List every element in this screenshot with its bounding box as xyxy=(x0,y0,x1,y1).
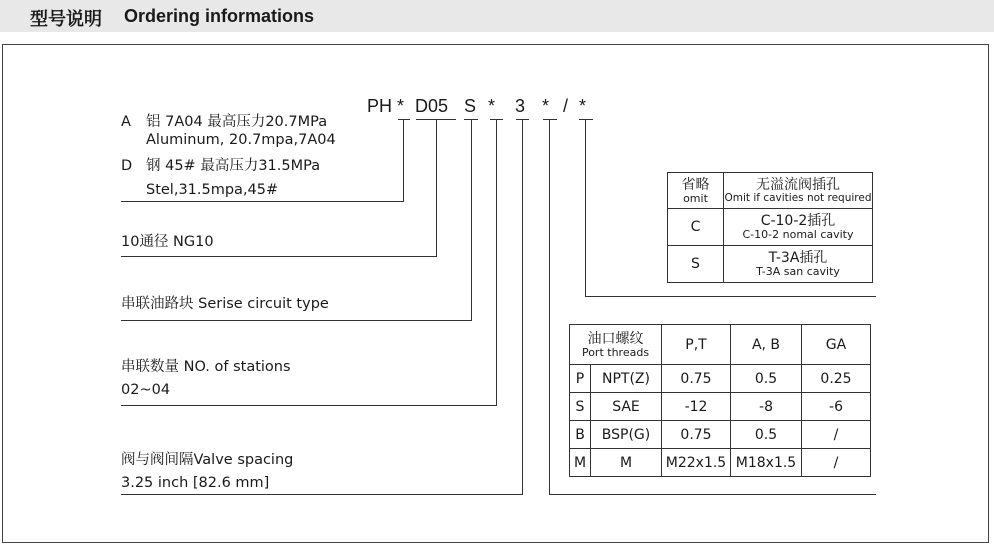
leader-underline-port xyxy=(543,119,557,120)
code-three: 3 xyxy=(515,96,526,116)
code-prefix: PH xyxy=(367,96,393,116)
port-header-cn: 油口螺纹 xyxy=(587,330,644,347)
table-row xyxy=(668,209,873,246)
code-star-port: * xyxy=(579,96,587,116)
leader-vertical-spacing xyxy=(522,119,523,495)
leader-horizontal-cavity xyxy=(585,296,876,297)
material-d-letter: D xyxy=(121,158,133,174)
leader-horizontal-spacing xyxy=(121,494,523,495)
material-d-cn: 钢 45# 最高压力31.5MPa xyxy=(146,158,321,174)
material-d-en: Stel,31.5mpa,45# xyxy=(146,182,279,198)
cavity-header-omit xyxy=(668,173,724,209)
leader-vertical-cavity xyxy=(585,119,586,297)
port-value-ab: M18x1.5 xyxy=(731,449,802,477)
table-row xyxy=(570,365,871,393)
port-value-ga: / xyxy=(802,449,871,477)
leader-vertical-material xyxy=(403,119,404,201)
leader-horizontal-type xyxy=(121,320,472,321)
leader-horizontal-size xyxy=(121,256,437,257)
port-code: M xyxy=(570,449,591,477)
leader-underline-material xyxy=(398,119,410,120)
port-thread-table xyxy=(569,324,871,477)
material-a-en: Aluminum, 20.7mpa,7A04 xyxy=(146,132,336,148)
spacing-label: 阀与阀间隔Valve spacing xyxy=(121,452,294,468)
port-name: M xyxy=(591,449,662,477)
port-table-header xyxy=(570,325,871,365)
table-row xyxy=(668,246,873,283)
cavity-header-omit-cn: 省略 xyxy=(681,176,710,193)
cavity-desc-cn: T-3A插孔 xyxy=(768,250,828,266)
port-code: B xyxy=(570,421,591,449)
code-slash: / xyxy=(563,96,569,116)
cavity-desc xyxy=(724,246,873,283)
port-column-ga: GA xyxy=(802,325,871,365)
port-header-en: Port threads xyxy=(581,345,650,359)
port-value-pt: M22x1.5 xyxy=(662,449,731,477)
section-header xyxy=(0,0,994,32)
port-value-ab: 0.5 xyxy=(731,421,802,449)
port-value-ga: / xyxy=(802,421,871,449)
material-a-letter: A xyxy=(121,114,131,130)
cavity-header-desc xyxy=(724,173,873,209)
cavity-header-omit-en: omit xyxy=(683,191,708,205)
cavity-table xyxy=(667,172,873,283)
port-value-ga: 0.25 xyxy=(802,365,871,393)
cavity-table-header xyxy=(668,173,873,209)
size-option: 10通径 NG10 xyxy=(121,234,214,250)
code-star-stations: * xyxy=(488,96,496,116)
material-a-cn: 铝 7A04 最高压力20.7MPa xyxy=(146,114,328,130)
leader-horizontal-stations xyxy=(121,405,497,406)
cavity-code: C xyxy=(668,209,724,246)
cavity-code: S xyxy=(668,246,724,283)
port-name: BSP(G) xyxy=(591,421,662,449)
code-d05: D05 xyxy=(415,96,449,116)
port-value-ga: -6 xyxy=(802,393,871,421)
cavity-desc-en: T-3A san cavity xyxy=(756,265,840,278)
stations-range: 02~04 xyxy=(121,382,171,398)
table-row xyxy=(570,393,871,421)
port-column-ab: A, B xyxy=(731,325,802,365)
port-header-threads xyxy=(570,325,662,365)
port-code: P xyxy=(570,365,591,393)
header-title-en: Ordering informations xyxy=(124,6,315,26)
stations-label: 串联数量 NO. of stations xyxy=(121,359,291,375)
leader-vertical-port xyxy=(549,119,550,495)
cavity-header-desc-en: Omit if cavities not required xyxy=(724,192,872,204)
port-value-pt: 0.75 xyxy=(662,365,731,393)
type-option: 串联油路块 Serise circuit type xyxy=(121,296,329,312)
leader-horizontal-material xyxy=(121,201,404,202)
port-column-pt: P,T xyxy=(662,325,731,365)
leader-underline-cavity xyxy=(579,119,593,120)
port-value-pt: -12 xyxy=(662,393,731,421)
port-code: S xyxy=(570,393,591,421)
leader-horizontal-port xyxy=(549,494,876,495)
port-value-ab: -8 xyxy=(731,393,802,421)
leader-vertical-type xyxy=(471,119,472,321)
port-name: NPT(Z) xyxy=(591,365,662,393)
port-value-pt: 0.75 xyxy=(662,421,731,449)
leader-vertical-size xyxy=(436,119,437,257)
code-star-cavity: * xyxy=(542,96,550,116)
table-row xyxy=(570,421,871,449)
cavity-header-desc-cn: 无溢流阀插孔 xyxy=(756,177,840,193)
cavity-desc-en: C-10-2 nomal cavity xyxy=(742,228,854,241)
cavity-desc-cn: C-10-2插孔 xyxy=(760,213,836,229)
spacing-value: 3.25 inch [82.6 mm] xyxy=(121,475,270,491)
code-star-material: * xyxy=(397,96,405,116)
cavity-desc xyxy=(724,209,873,246)
leader-vertical-stations xyxy=(496,119,497,406)
header-title-cn: 型号说明 xyxy=(30,9,102,30)
port-name: SAE xyxy=(591,393,662,421)
port-value-ab: 0.5 xyxy=(731,365,802,393)
code-s: S xyxy=(464,96,477,116)
table-row xyxy=(570,449,871,477)
